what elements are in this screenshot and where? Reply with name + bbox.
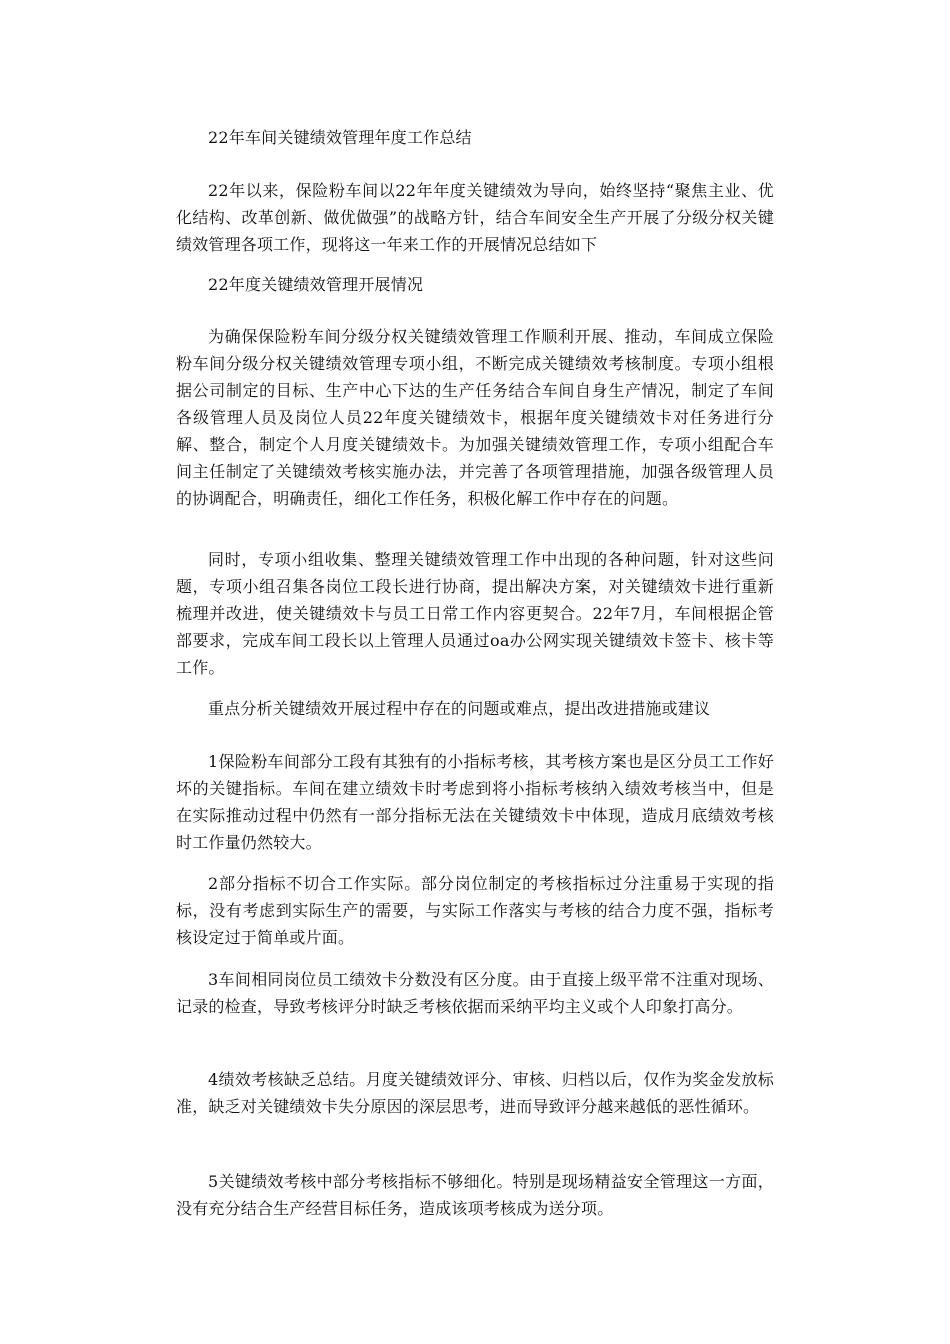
document-title: 22年车间关键绩效管理年度工作总结 [208,128,472,147]
paragraph-intro: 22年以来，保险粉车间以22年年度关键绩效为导向，始终坚持“聚焦主业、优化结构、改革创新、做优做强”的战略方针，结合车间安全生产开展了分级分权关键绩效管理各项工作，现将这一年来工作的开展情况总结如下 [176,181,774,254]
problem-item-1: 1保险粉车间部分工段有其独有的小指标考核，其考核方案也是区分员工工作好坏的关键指标。车间在建立绩效卡时考虑到将小指标考核纳入绩效考核当中，但是在实际推动过程中仍然有一部分指标无法在关键绩效卡中体现，造成月底绩效考核时工作量仍然较大。 [176,752,774,852]
problem-item-3: 3车间相同岗位员工绩效卡分数没有区分度。由于直接上级平常不注重对现场、记录的检查，导致考核评分时缺乏考核依据而采纳平均主义或个人印象打高分。 [176,970,774,1016]
problem-item-4: 4绩效考核缺乏总结。月度关键绩效评分、审核、归档以后，仅作为奖金发放标准，缺乏对关键绩效卡失分原因的深层思考，进而导致评分越来越低的恶性循环。 [176,1070,774,1116]
problem-item-2: 2部分指标不切合工作实际。部分岗位制定的考核指标过分注重易于实现的指标，没有考虑到实际生产的需要，与实际工作落实与考核的结合力度不强，指标考核设定过于简单或片面。 [176,874,774,947]
paragraph-work-details: 为确保保险粉车间分级分权关键绩效管理工作顺利开展、推动，车间成立保险粉车间分级分权关键绩效管理专项小组，不断完成关键绩效考核制度。专项小组根据公司制定的目标、生产中心下达的生产任务结合车间自身生产情况，制定了车间各级管理人员及岗位人员22年度关键绩效卡，根据年度关键绩效卡对任务进行分解、整合，制定个人月度关键绩效卡。为加强关键绩效管理工作，专项小组配合车间主任制定了关键绩效考核实施办法，并完善了各项管理措施，加强各级管理人员的协调配合，明确责任，细化工作任务，积极化解工作中存在的问题。 [176,327,774,508]
section-heading-problems: 重点分析关键绩效开展过程中存在的问题或难点，提出改进措施或建议 [208,699,711,718]
paragraph-improvements: 同时，专项小组收集、整理关键绩效管理工作中出现的各种问题，针对这些问题，专项小组召集各岗位工段长进行协商，提出解决方案，对关键绩效卡进行重新梳理并改进，使关键绩效卡与员工日常工作内容更契合。22年7月，车间根据企管部要求，完成车间工段长以上管理人员通过oa办公网实现关键绩效卡签卡、核卡等工作。 [176,550,774,677]
problem-item-5: 5关键绩效考核中部分考核指标不够细化。特别是现场精益安全管理这一方面，没有充分结合生产经营目标任务，造成该项考核成为送分项。 [176,1172,774,1218]
section-heading-status: 22年度关键绩效管理开展情况 [208,275,424,294]
